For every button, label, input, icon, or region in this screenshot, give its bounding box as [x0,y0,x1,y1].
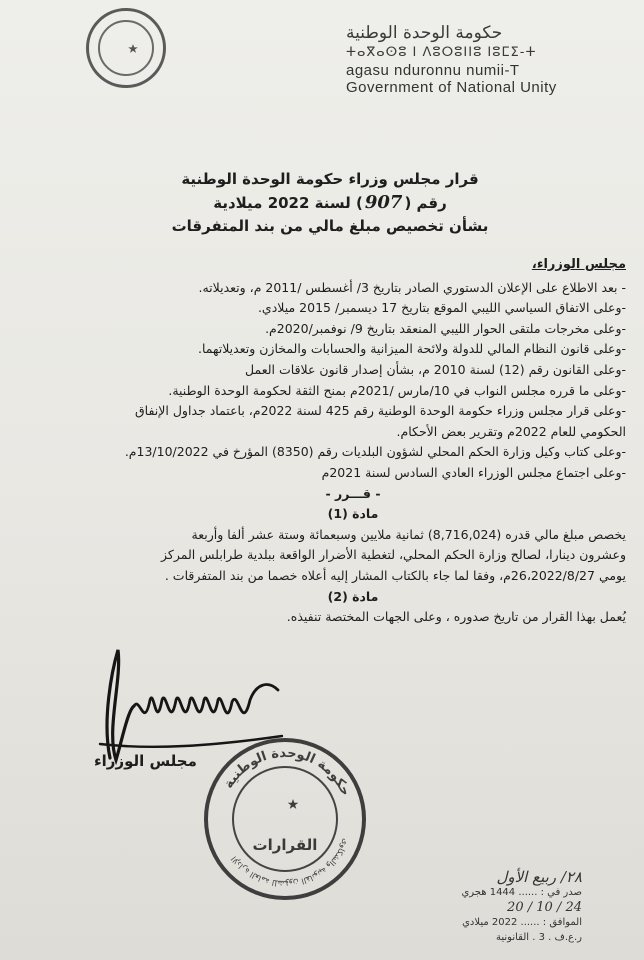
issue-dates [392,870,582,945]
gregorian-line: الموافق : ...... 2022 ميلادي [462,917,582,928]
clause: الحكومي للعام 2022م وتقرير بعض الأحكام. [396,423,626,439]
stamp-label: القرارات [252,836,318,854]
title-line-3: بشأن تخصيص مبلغ مالي من بند المتفرقات [171,217,489,235]
decides-heading: - قـــرر - [325,485,381,501]
clause: -وعلى قرار مجلس وزراء حكومة الوحدة الوطنية رقم 425 لسنة 2022م، باعتماد جداول الإنفاق [134,403,626,419]
signature-label: مجلس الوزراء [94,752,197,770]
gregorian-handwritten: 24 / 10 / 20 [507,900,582,915]
letterhead-latin: agasu nduronnu numii-T [346,62,520,79]
clause: -وعلى القانون رقم (12) لسنة 2010 م، بشأن إصدار قانون علاقات العمل [245,361,626,377]
article-1-line: يخصص مبلغ مالي قدره (8,716,024) ثمانية ملايين وسبعمائة وستة عشر ألفا وأربعة [191,526,626,542]
letterhead-arabic: حكومة الوحدة الوطنية [346,23,503,43]
reference-code: ر.ع.ف . 3 . القانونية [495,932,582,943]
article-2-title: مادة (2) [327,588,379,604]
clause: -وعلى مخرجات ملتقى الحوار الليبي المنعقد بتاريخ 9/ نوفمبر/2020م. [265,320,626,336]
hijri-line: صدر في : ...... 1444 هجري [461,887,582,898]
letterhead-tifinagh: ⵜⴰⴳⴰⵙⵓ ⵏ ⴷⵓⵔⵓⵏⵏⵓ ⵏⵓⵎⵉ-ⵜ [346,45,537,60]
article-1-line: وعشرون دينارا، لصالح وزارة الحكم المحلي، لتغطية الأضرار الواقعة ببلدية طرابلس المركز [161,547,626,563]
council-heading: مجلس الوزراء، [531,257,626,272]
hijri-handwritten: ٢٨/ ربيع الأول [496,868,582,886]
letterhead [346,22,606,96]
official-stamp [204,738,366,900]
clause: - بعد الاطلاع على الإعلان الدستوري الصادر بتاريخ 3/ أغسطس /2011 م، وتعديلاته. [198,279,626,295]
crescent-star-icon [98,20,154,76]
clause: -وعلى كتاب وكيل وزارة الحكم المحلي لشؤون البلديات رقم (8350) المؤرخ في 13/10/2022م. [124,444,626,460]
government-seal-logo [86,8,166,88]
clause: -وعلى قانون النظام المالي للدولة ولائحة الميزانية والحسابات والمخازن وتعديلاتهما. [197,341,626,357]
title-line-2: رقم (907) لسنة 2022 ميلادية [213,192,447,213]
decision-title [90,168,570,238]
title-line-1: قرار مجلس وزراء حكومة الوحدة الوطنية [181,170,479,188]
svg-text:الإدارة العامة للشؤون القانوني: الإدارة العامة للشؤون القانونية والشكاوى [229,837,351,889]
letterhead-english: Government of National Unity [346,79,557,96]
svg-text:حكومة الوحدة الوطنية: حكومة الوحدة الوطنية [221,745,353,799]
clause: -وعلى ما قرره مجلس النواب في 10/مارس /2021م بمنح الثقة لحكومة الوحدة الوطنية. [168,382,626,398]
clause: -وعلى اجتماع مجلس الوزراء العادي السادس لسنة 2021م [321,464,626,480]
clause: -وعلى الاتفاق السياسي الليبي الموقع بتاريخ 17 ديسمبر/ 2015 ميلادي. [257,300,626,316]
article-2-text: يُعمل بهذا القرار من تاريخ صدوره ، وعلى الجهات المختصة تنفيذه. [286,609,626,625]
article-1-line: يومي 26،2022/8/27م، وفقا لما جاء بالكتاب المشار إليه أعلاه خصما من بند المتفرقات . [164,567,626,583]
crescent-star-icon [266,784,306,824]
decision-number: 907 [364,192,403,213]
decision-body [20,255,626,628]
article-1-title: مادة (1) [327,506,379,522]
